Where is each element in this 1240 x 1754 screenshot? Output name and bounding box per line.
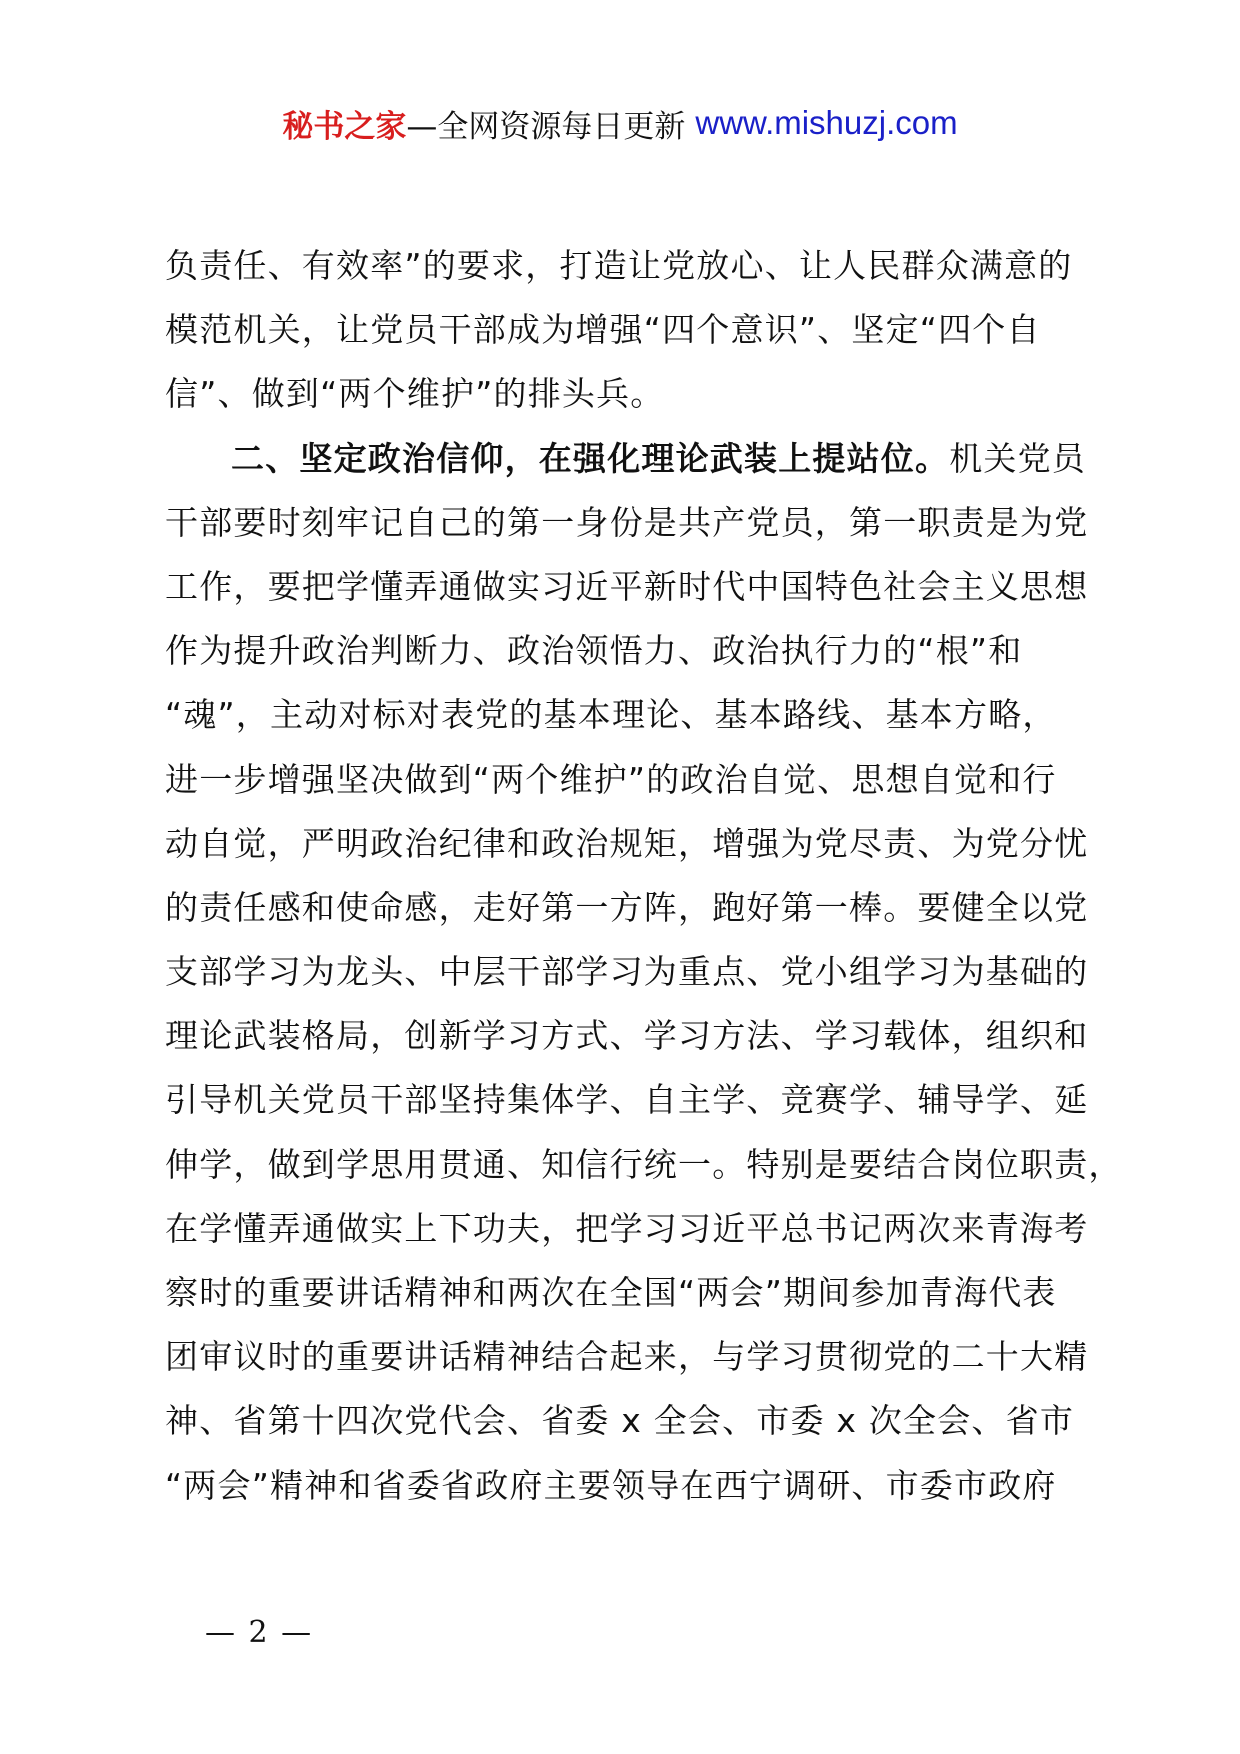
paragraph-2-line: 工作，要把学懂弄通做实习近平新时代中国特色社会主义思想 (165, 566, 1089, 606)
paragraph-2-line: “两会”精神和省委省政府主要领导在西宁调研、市委市政府 (165, 1465, 1057, 1505)
site-header (0, 98, 1240, 148)
page-number: — 2 — (205, 1615, 314, 1650)
paragraph-2-line: 动自觉，严明政治纪律和政治规矩，增强为党尽责、为党分忧 (165, 823, 1089, 863)
paragraph-2-line: 的责任感和使命感，走好第一方阵，跑好第一棒。要健全以党 (165, 887, 1089, 927)
section-heading: 二、坚定政治信仰，在强化理论武装上提站位。 (231, 438, 950, 478)
brand-name: 秘书之家 (282, 108, 407, 145)
paragraph-1-line: 负责任、有效率”的要求，打造让党放心、让人民群众满意的 (165, 246, 1073, 285)
site-url-link[interactable]: www.mishuzj.com (695, 104, 958, 141)
paragraph-2-line: “魂”，主动对标对表党的基本理论、基本路线、基本方略， (165, 695, 1057, 735)
paragraph-2-line: 作为提升政治判断力、政治领悟力、政治执行力的“根”和 (165, 631, 1023, 671)
header-slogan: —全网资源每日更新 (406, 108, 686, 145)
paragraph-1-line: 信”、做到“两个维护”的排头兵。 (165, 374, 665, 414)
paragraph-1-line: 模范机关，让党员干部成为增强“四个意识”、坚定“四个自 (165, 310, 1041, 350)
paragraph-2-line: 理论武装格局，创新学习方式、学习方法、学习载体，组织和 (165, 1016, 1089, 1056)
paragraph-2-first-line-text: 机关党员 (949, 438, 1087, 478)
paragraph-2-first-line (165, 427, 1085, 491)
paragraph-2-line: 团审议时的重要讲话精神结合起来，与学习贯彻党的二十大精 (165, 1337, 1089, 1377)
document-body (165, 234, 1123, 1518)
paragraph-2-line: 在学懂弄通做实上下功夫，把学习习近平总书记两次来青海考 (165, 1208, 1089, 1248)
paragraph-2-line: 伸学，做到学思用贯通、知信行统一。特别是要结合岗位职责， (165, 1144, 1123, 1184)
paragraph-2-line: 进一步增强坚决做到“两个维护”的政治自觉、思想自觉和行 (165, 759, 1057, 799)
paragraph-2-line: 察时的重要讲话精神和两次在全国“两会”期间参加青海代表 (165, 1273, 1057, 1312)
paragraph-2-line: 干部要时刻牢记自己的第一身份是共产党员，第一职责是为党 (165, 502, 1089, 542)
paragraph-2-line: 支部学习为龙头、中层干部学习为重点、党小组学习为基础的 (165, 952, 1089, 992)
paragraph-2-line: 神、省第十四次党代会、省委 x 全会、市委 x 次全会、省市 (165, 1401, 1075, 1441)
paragraph-2-line: 引导机关党员干部坚持集体学、自主学、竞赛学、辅导学、延 (165, 1080, 1089, 1120)
